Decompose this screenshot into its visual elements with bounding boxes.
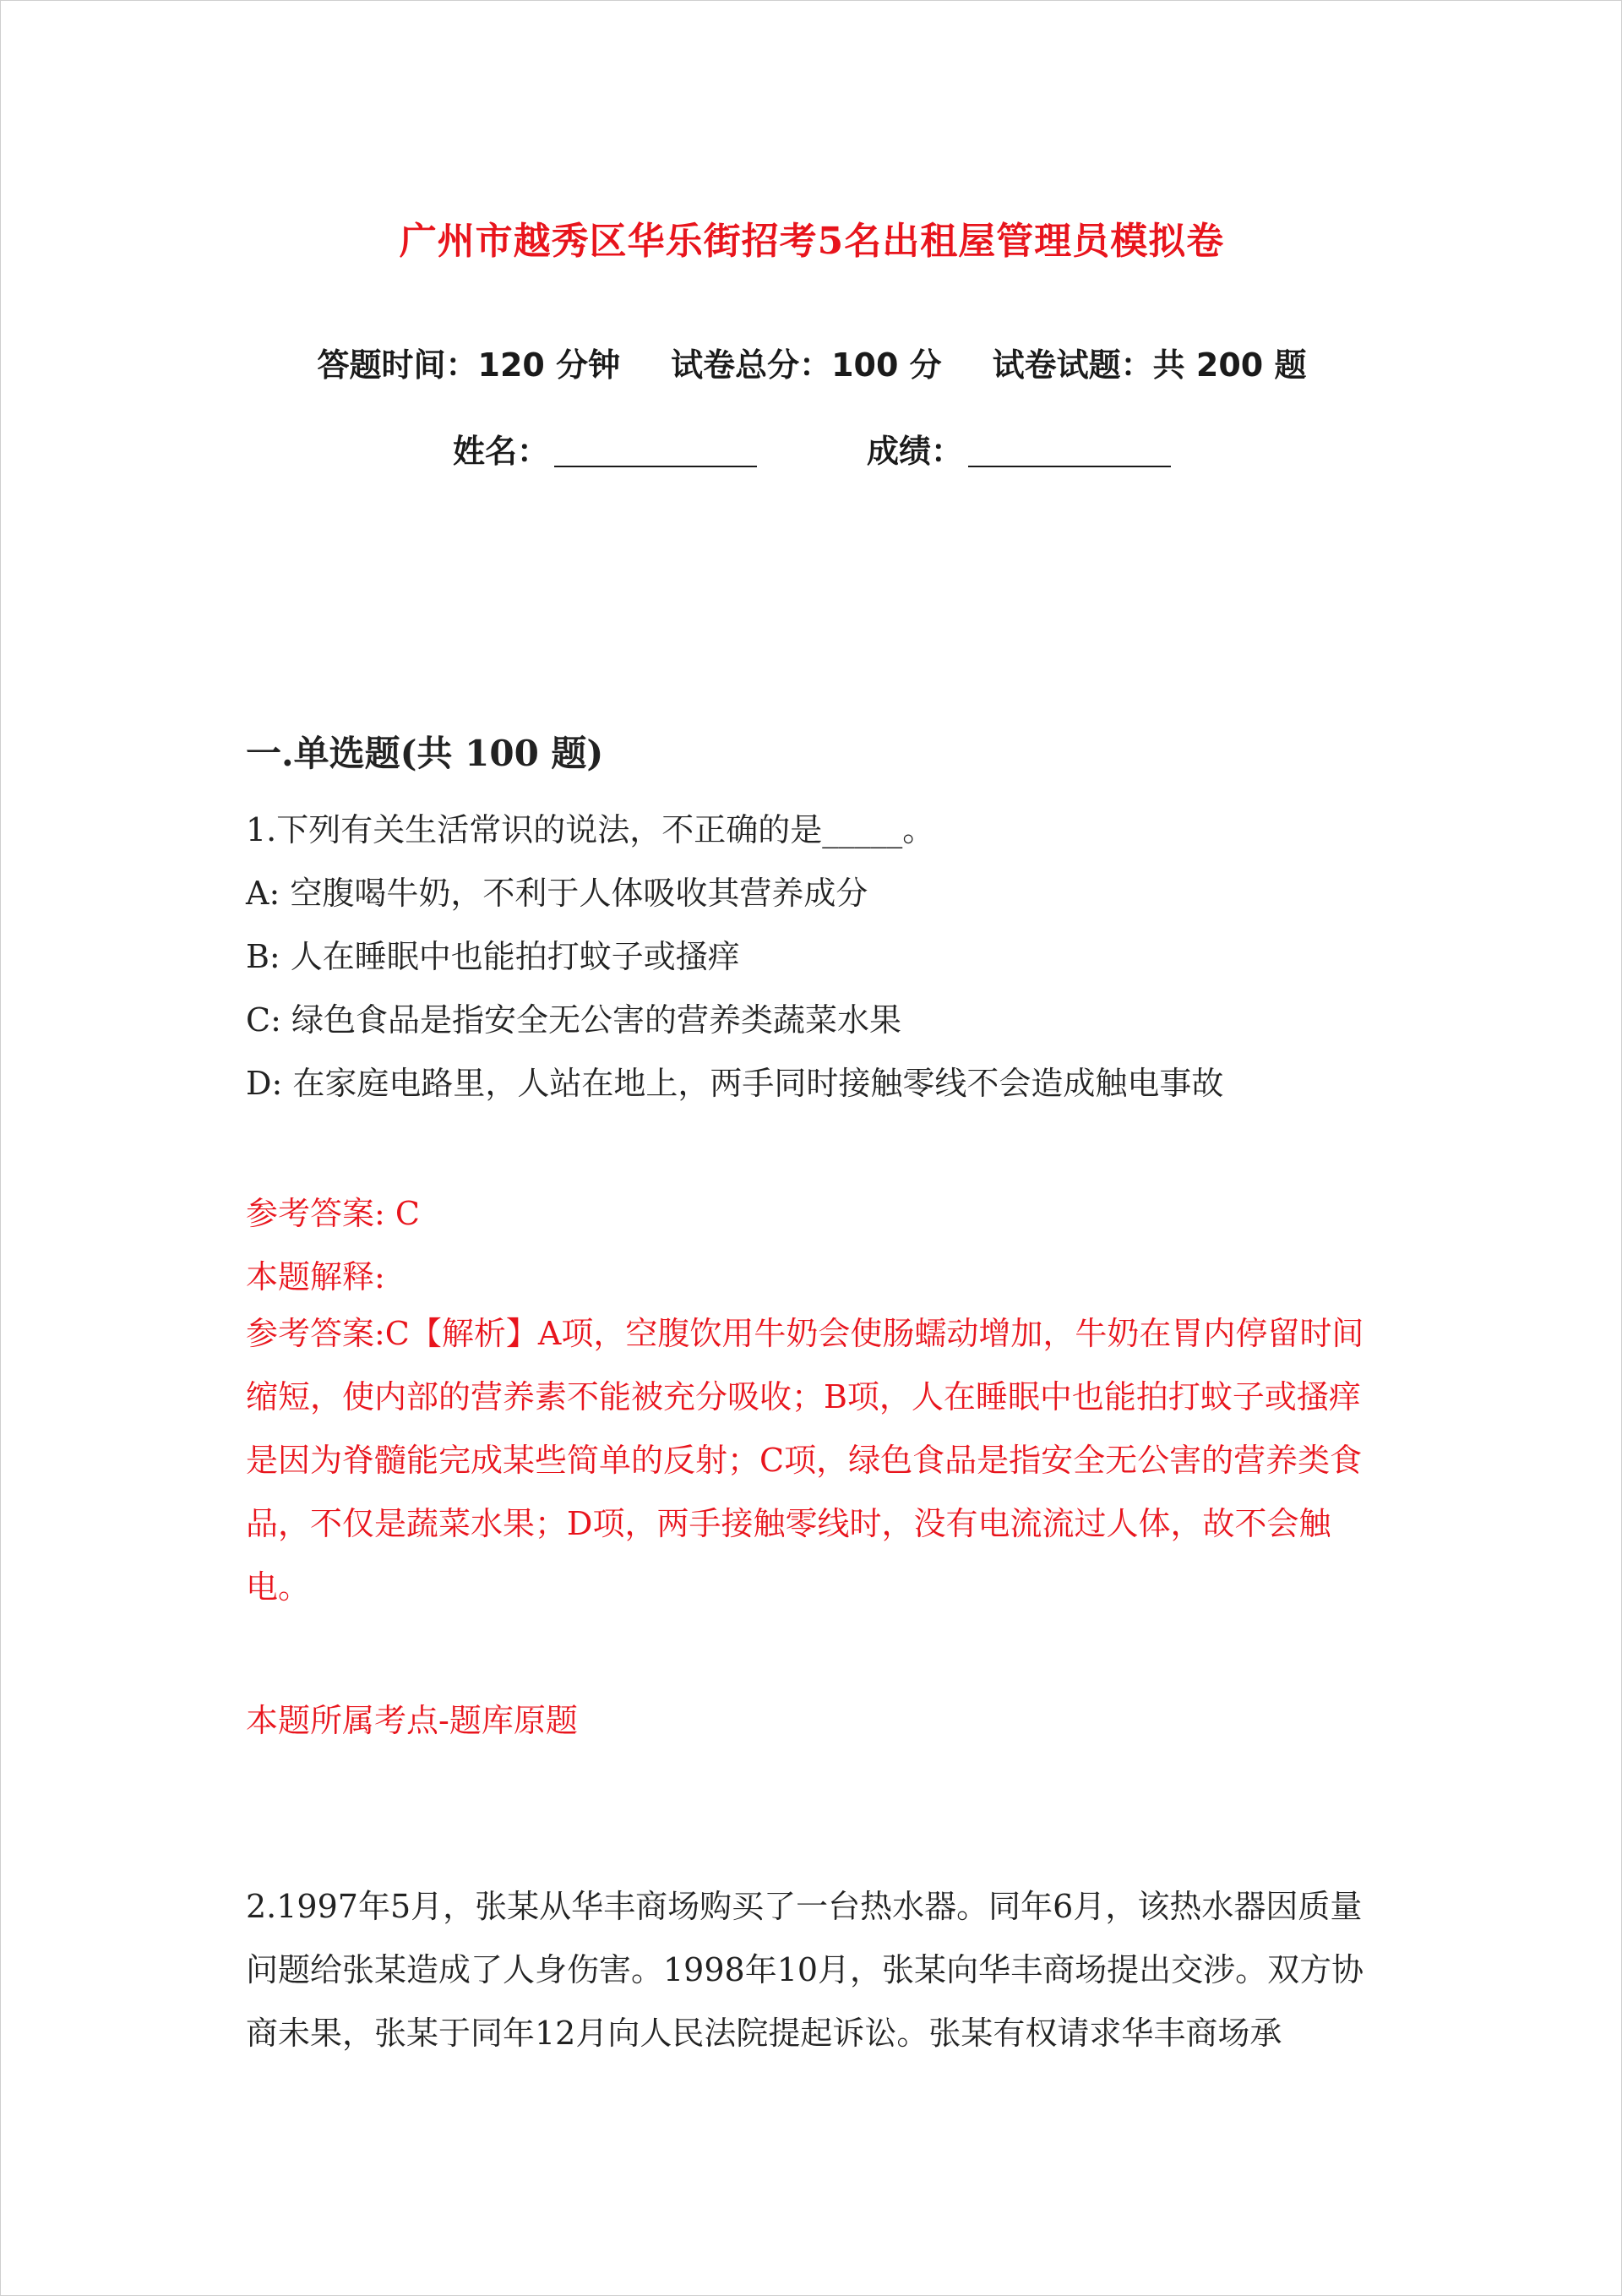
question-2-stem: 2.1997年5月，张某从华丰商场购买了一台热水器。同年6月，该热水器因质量问题给张某造成了人身伤害。1998年10月，张某向华丰商场提出交涉。双方协商未果，张某于同年12月向人民法院提起诉讼。张某有权请求华丰商场承 bbox=[246, 1888, 1364, 2052]
question-1-option-b: B: 人在睡眠中也能拍打蚊子或搔痒 bbox=[246, 938, 740, 975]
question-1-topic: 本题所属考点-题库原题 bbox=[246, 1702, 578, 1739]
section-heading: 一.单选题(共 100 题) bbox=[246, 733, 604, 774]
question-1-explanation: 参考答案:C【解析】A项，空腹饮用牛奶会使肠蠕动增加，牛奶在胃内停留时间缩短，使内部的营养素不能被充分吸收；B项，人在睡眠中也能拍打蚊子或搔痒是因为脊髓能完成某些简单的反射；C项，绿色食品是指安全无公害的营养类食品，不仅是蔬菜水果；D项，两手接触零线时，没有电流流过人体，故不会触电。 bbox=[246, 1315, 1364, 1606]
question-1-option-d: D: 在家庭电路里，人站在地上，两手同时接触零线不会造成触电事故 bbox=[246, 1065, 1224, 1102]
question-1-option-c: C: 绿色食品是指安全无公害的营养类蔬菜水果 bbox=[246, 1001, 901, 1039]
name-grade-row bbox=[1, 425, 1622, 472]
question-1-option-a: A: 空腹喝牛奶，不利于人体吸收其营养成分 bbox=[246, 875, 868, 912]
exam-time: 答题时间：120 分钟 bbox=[317, 346, 621, 384]
exam-question-count: 试卷试题：共 200 题 bbox=[992, 346, 1307, 384]
question-1-answer: 参考答案: C bbox=[246, 1195, 420, 1232]
question-1-stem: 1.下列有关生活常识的说法，不正确的是_____。 bbox=[246, 811, 935, 848]
name-blank[interactable] bbox=[554, 437, 757, 467]
grade-blank[interactable] bbox=[968, 437, 1171, 467]
name-label: 姓名： bbox=[452, 433, 549, 470]
question-1-explain-label: 本题解释: bbox=[246, 1258, 385, 1295]
exam-meta bbox=[1, 339, 1622, 385]
exam-title: 广州市越秀区华乐街招考5名出租屋管理员模拟卷 bbox=[399, 220, 1225, 263]
exam-total-score: 试卷总分：100 分 bbox=[671, 346, 942, 384]
grade-label: 成绩： bbox=[867, 433, 964, 470]
